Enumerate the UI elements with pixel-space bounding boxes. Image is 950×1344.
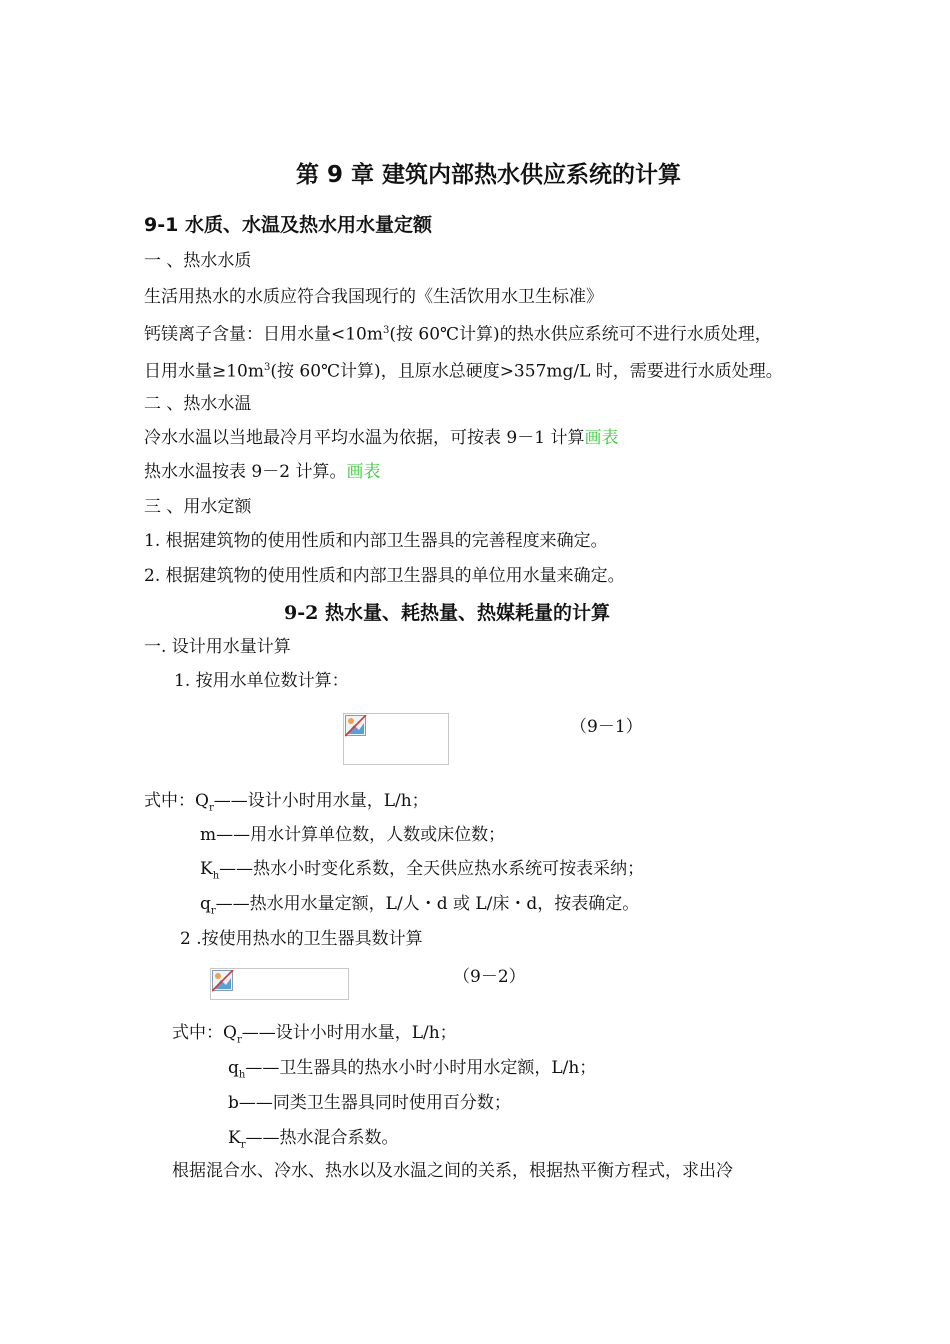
paragraph: 根据混合水、冷水、热水以及水温之间的关系，根据热平衡方程式，求出冷: [172, 1161, 733, 1181]
subscript: h: [238, 1069, 246, 1081]
text: 式中：Q: [172, 1023, 237, 1043]
text: K: [228, 1128, 241, 1148]
text: ——设计小时用水量，L/h；: [241, 1023, 457, 1043]
text: 日用水量≥10m: [144, 361, 264, 382]
text: ——热水用水量定额，L/人・d 或 L/床・d，按表确定。: [215, 894, 640, 914]
text: q: [228, 1058, 239, 1078]
subheading-water-temperature: 二 、热水水温: [144, 394, 252, 414]
list-item: 2. 根据建筑物的使用性质和内部卫生器具的单位用水量来确定。: [144, 566, 625, 586]
text: ——设计小时用水量，L/h；: [213, 791, 429, 811]
text: ——热水混合系数。: [245, 1128, 399, 1148]
text: 式中：Q: [144, 791, 209, 811]
subscript: r: [210, 905, 216, 917]
definition-line: m——用水计算单位数，人数或床位数；: [200, 825, 506, 845]
text: ——热水小时变化系数，全天供应热水系统可按表采纳；: [219, 859, 645, 879]
definition-line: [228, 1127, 398, 1156]
text: ——卫生器具的热水小时小时用水定额，L/h；: [245, 1058, 597, 1078]
subheading-water-quota: 三 、用水定额: [144, 497, 252, 517]
list-item: 1. 根据建筑物的使用性质和内部卫生器具的完善程度来确定。: [144, 531, 608, 551]
broken-image-icon: [212, 970, 234, 992]
paragraph: [144, 357, 783, 383]
table-link[interactable]: 画表: [584, 428, 619, 448]
paragraph: [144, 461, 380, 483]
text: (按 60℃计算)的热水供应系统可不进行水质处理，: [389, 324, 772, 345]
text: K: [200, 859, 213, 879]
definition-line: [200, 858, 644, 887]
section-heading-9-1: 9-1 水质、水温及热水用水量定额: [144, 214, 432, 236]
definition-line: [200, 893, 639, 922]
subscript: r: [240, 1139, 246, 1151]
text: q: [200, 894, 211, 914]
method-heading: 1. 按用水单位数计算：: [174, 671, 349, 691]
table-link[interactable]: 画表: [346, 462, 381, 482]
text: 冷水水温以当地最冷月平均水温为依据，可按表 9－1 计算: [144, 428, 585, 448]
superscript: 3: [383, 325, 390, 336]
formula-image-9-2: [210, 968, 349, 1000]
section-heading-9-2: 9-2 热水量、耗热量、热媒耗量的计算: [284, 602, 610, 624]
definition-line: [172, 1022, 457, 1051]
text: (按 60℃计算)，且原水总硬度>357mg/L 时，需要进行水质处理。: [270, 361, 783, 382]
subheading-design-water: 一. 设计用水量计算: [144, 637, 291, 657]
definition-line: [144, 790, 429, 819]
equation-number: （9－1）: [570, 717, 643, 737]
page-title: 第 9 章 建筑内部热水供应系统的计算: [296, 162, 682, 188]
definition-line: [228, 1057, 596, 1086]
method-heading: 2 .按使用热水的卫生器具数计算: [180, 929, 423, 949]
broken-image-icon: [345, 715, 367, 737]
definition-line: b——同类卫生器具同时使用百分数；: [228, 1093, 511, 1113]
subheading-water-quality: 一 、热水水质: [144, 251, 252, 271]
paragraph: [144, 320, 772, 346]
text: 热水水温按表 9－2 计算。: [144, 462, 347, 482]
subscript: r: [236, 1034, 242, 1046]
subscript: h: [212, 870, 220, 882]
formula-image-9-1: [343, 713, 449, 765]
paragraph: [144, 427, 618, 449]
equation-number: （9－2）: [453, 967, 526, 987]
superscript: 3: [264, 362, 271, 373]
text: 钙镁离子含量：日用水量<10m: [144, 324, 383, 345]
subscript: r: [208, 802, 214, 814]
paragraph: 生活用热水的水质应符合我国现行的《生活饮用水卫生标准》: [144, 287, 603, 307]
